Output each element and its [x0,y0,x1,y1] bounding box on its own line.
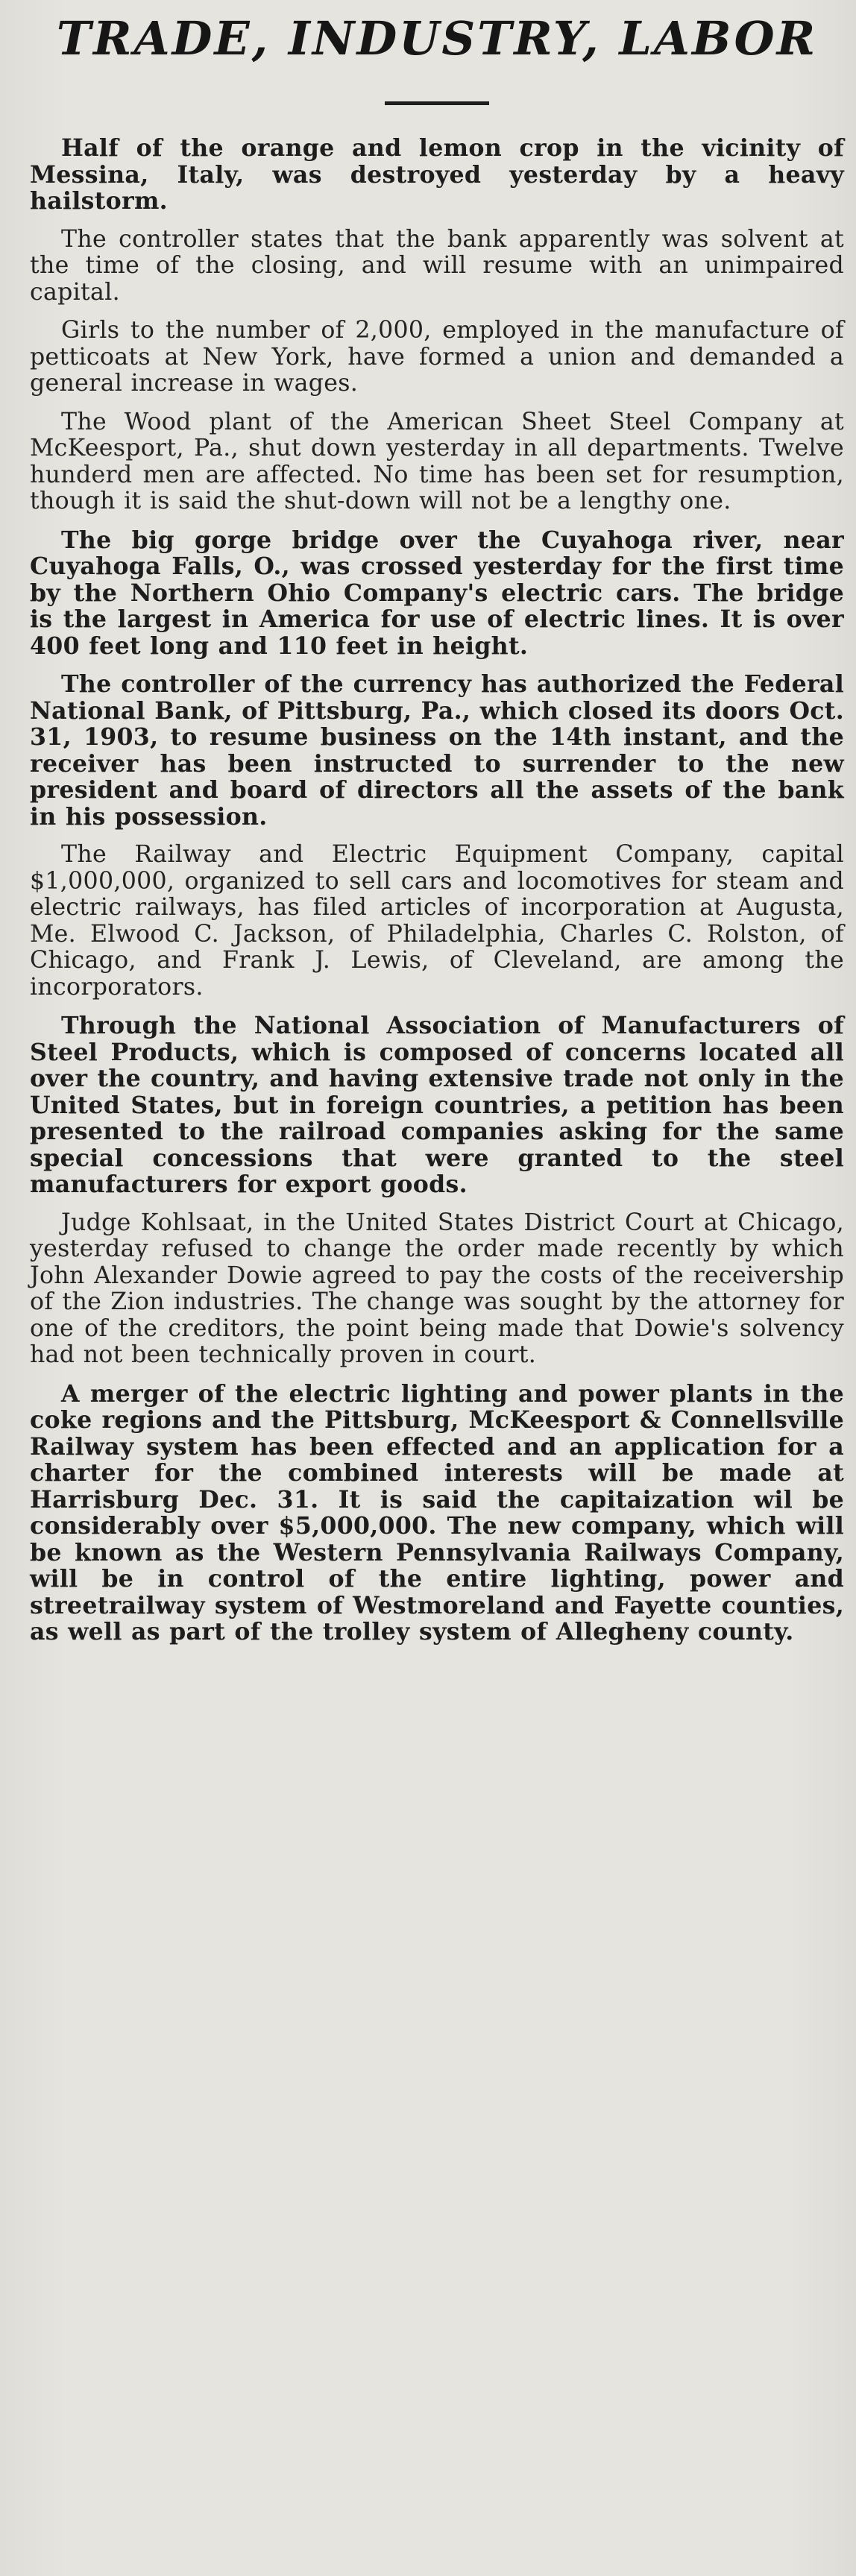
headline-divider [385,101,489,105]
news-item-coke-region-merger: A merger of the electric lighting and power plants in the coke regions and the Pittsburg, McKeesport & Connellsville Railway system has been effected and an application for a charter for the combined interests will be made at Harrisburg Dec. 31. It is said the capitaization wil be considerably over $5,000,000. The new company, which will be known as the Western Pennsylvania Railways Company, will be in control of the entire lighting, power and streetrailway system of Westmoreland and Fayette counties, as well as part of the trolley system of Allegheny county. [30,1379,844,1646]
news-item-railway-electric-equipment: The Railway and Electric Equipment Company, capital $1,000,000, organized to sell cars and locomotives for steam and electric railways, has filed articles of incorporation at Augusta, Me. Elwood C. Jackson, of Philadelphia, Charles C. Rolston, of Chicago, and Frank J. Lewis, of Cleveland, are among the incorporators. [30,841,844,1001]
news-item-steel-products-petition: Through the National Association of Manufacturers of Steel Products, which is composed of concerns located all over the country, and having extensive trade not only in the United States, but in foreign countries, a petition has been presented to the railroad companies asking for the same special concessions that were granted to the steel manufacturers for export goods. [30,1012,844,1199]
news-item-messina-hailstorm: Half of the orange and lemon crop in the vicinity of Messina, Italy, was destroyed yesterday by a heavy hailstorm. [30,134,844,215]
section-headline: TRADE, INDUSTRY, LABOR [56,11,818,66]
news-item-federal-national-bank: The controller of the currency has authorized the Federal National Bank, of Pittsburg, Pa., which closed its doors Oct. 31, 1903, to resume business on the 14th instant, and the receiver has been instructed to surrender to the new president and board of directors all the assets of the bank in his possession. [30,670,844,831]
news-items [30,135,844,1646]
news-item-petticoat-union: Girls to the number of 2,000, employed in the manufacture of petticoats at New York, have formed a union and demanded a general increase in wages. [30,317,844,397]
news-item-wood-plant-shutdown: The Wood plant of the American Sheet Steel Company at McKeesport, Pa., shut down yesterday in all departments. Twelve hunderd men are affected. No time has been set for resumption, though it is said the shut-down will not be a lengthy one. [30,408,844,515]
news-item-bank-solvent: The controller states that the bank apparently was solvent at the time of the closing, and will resume with an unimpaired capital. [30,225,844,306]
news-item-zion-receivership: Judge Kohlsaat, in the United States District Court at Chicago, yesterday refused to change the order made recently by which John Alexander Dowie agreed to pay the costs of the receivership of the Zion industries. The change was sought by the attorney for one of the creditors, the point being made that Dowie's solvency had not been technically proven in court. [30,1209,844,1369]
news-item-cuyahoga-bridge: The big gorge bridge over the Cuyahoga river, near Cuyahoga Falls, O., was crossed yesterday for the first time by the Northern Ohio Company's electric cars. The bridge is the largest in America for use of electric lines. It is over 400 feet long and 110 feet in height. [30,526,844,660]
